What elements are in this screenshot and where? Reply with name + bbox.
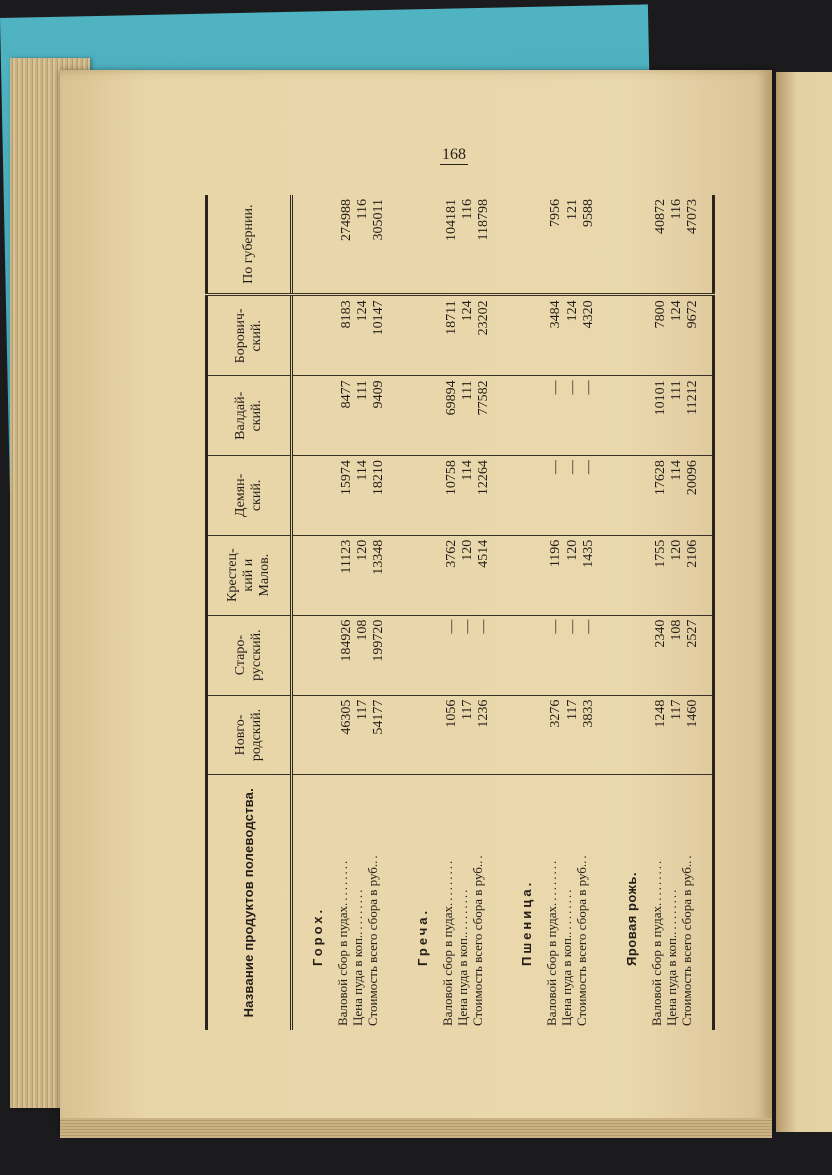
value-price: 108 [669,619,685,641]
row-label-text: Стоимость всего сбора в руб. [364,863,380,1026]
value-cell [398,615,503,695]
rotated-table-wrapper [205,195,715,1030]
value-price: 117 [669,699,685,721]
crop-description-cell [502,775,607,1030]
value-cell [502,695,607,775]
row-label-text: Валовой сбор в пудах [439,905,455,1026]
value-value: 9672 [685,300,701,329]
value-value: 77582 [476,380,491,416]
value-cell [502,295,607,376]
value-gross: — [548,619,564,634]
value-gross: 184926 [339,619,354,662]
value-value: — [580,619,596,634]
value-cell [398,535,503,615]
leader-dots: ......... [334,858,350,906]
row-label-value [366,779,381,1026]
value-price: 117 [355,699,371,721]
row-label-text: Цена пуда в коп. [349,934,365,1026]
value-cell [502,195,607,295]
value-cell [292,456,398,536]
value-cell [607,456,713,536]
row-label-text: Цена пуда в коп. [664,934,680,1026]
value-cell [292,615,398,695]
value-price: 108 [355,619,371,641]
table-row [607,195,713,1030]
value-gross: 3484 [548,300,564,329]
crop-name: Горох. [310,906,325,966]
value-price: 117 [459,699,475,721]
row-label-text: Стоимость всего сбора в руб. [469,863,485,1026]
value-price: 120 [459,539,475,561]
leader-dots: .. [678,853,694,864]
header-novgorod: Новго-родский. [207,695,292,775]
page-bottom-edge [60,1118,772,1138]
value-cell [292,376,398,456]
value-value: 54177 [371,699,387,735]
value-price: — [564,619,580,634]
row-label-value [471,779,486,1026]
row-label-text: Валовой сбор в пудах [334,905,350,1026]
crop-name: Пшеница. [519,879,535,966]
value-price: 124 [459,300,475,322]
value-price: 120 [355,539,371,561]
leader-dots: .. [364,853,380,864]
header-product-name: Название продуктов полеводства. [240,788,256,1018]
value-price: — [459,619,475,634]
value-cell [398,195,503,295]
value-cell [502,376,607,456]
value-cell [607,295,713,376]
row-label-price [351,779,366,1026]
value-price: 124 [564,300,580,322]
value-gross: 15974 [339,460,354,496]
value-value: 18210 [371,460,387,496]
leader-dots: ......... [664,887,680,935]
value-gross: — [548,380,564,395]
value-cell [292,695,398,775]
value-value: 305011 [371,199,387,241]
value-price: 116 [459,199,475,220]
header-demyansk: Демян-ский. [207,456,292,536]
header-row [207,195,292,1030]
value-gross: 69894 [443,380,459,416]
leader-dots: ......... [454,887,470,935]
value-cell [607,535,713,615]
value-value: 2527 [685,619,701,648]
value-cell [607,376,713,456]
value-value: 12264 [476,460,491,496]
row-label-gross [650,779,665,1026]
leader-dots: ......... [649,858,665,906]
value-gross: 2340 [653,619,669,648]
value-price: 116 [669,199,685,220]
value-cell [607,195,713,295]
value-price: 120 [564,539,580,561]
value-value: — [580,460,596,475]
row-label-gross [336,779,351,1026]
value-price: 111 [355,380,371,401]
value-value: 4320 [580,300,596,329]
value-value: 1460 [685,699,701,728]
value-value: 199720 [371,619,387,662]
value-cell [292,195,398,295]
value-gross: 7800 [653,300,669,329]
crop-statistics-table [205,195,715,1030]
value-gross: — [548,460,564,475]
value-value: 9588 [580,199,596,227]
value-value: 47073 [685,199,701,234]
leader-dots: .. [574,853,590,864]
value-value: 20096 [685,460,701,496]
value-gross: 40872 [653,199,669,234]
value-gross: 7956 [548,199,564,227]
value-gross: — [443,619,459,634]
row-label-text: Цена пуда в коп. [454,934,470,1026]
header-staraya-russa: Старо-русский. [207,615,292,695]
row-label-text: Цена пуда в коп. [559,934,575,1026]
value-gross: 3276 [548,699,564,728]
value-price: 121 [564,199,580,220]
value-value: 3833 [580,699,596,728]
value-cell [398,695,503,775]
table-body [292,195,714,1030]
crop-name: Яровая рожь. [624,871,640,966]
value-cell [292,295,398,376]
value-value: 10147 [371,300,387,336]
row-label-price [665,779,680,1026]
crop-description-cell [398,775,503,1030]
crop-description-cell [607,775,713,1030]
row-label-gross [441,779,456,1026]
row-label-text: Валовой сбор в пудах [544,905,560,1026]
crop-description-cell [292,775,398,1030]
page-number: 168 [442,146,466,163]
value-gross: 10101 [653,380,669,416]
value-value: 11212 [685,380,701,415]
table-row [398,195,503,1030]
leader-dots: ......... [439,858,455,906]
value-cell [607,695,713,775]
value-cell [502,456,607,536]
value-cell [292,535,398,615]
leader-dots: ......... [349,887,365,935]
value-gross: 17628 [653,460,669,496]
value-price: 114 [355,460,371,481]
value-value: 4514 [476,539,491,568]
value-value: 118798 [476,199,491,241]
value-gross: 8477 [339,380,354,409]
row-label-value [680,779,695,1026]
value-gross: 11123 [339,539,354,574]
value-value: 13348 [371,539,387,575]
value-price: 111 [459,380,475,401]
value-gross: 1755 [653,539,669,568]
value-price: — [564,380,580,395]
value-gross: 10758 [443,460,459,496]
value-gross: 1056 [443,699,459,728]
value-value: 2106 [685,539,701,568]
value-price: 117 [564,699,580,721]
row-label-text: Стоимость всего сбора в руб. [574,863,590,1026]
row-label-price [456,779,471,1026]
header-borovichi: Борович-ский. [207,295,292,376]
value-cell [398,295,503,376]
value-value: 1236 [476,699,491,728]
value-price: — [564,460,580,475]
value-value: — [580,380,596,395]
leader-dots: ......... [559,887,575,935]
header-gubernia-total: По губернии. [207,195,292,295]
facing-page [776,72,832,1132]
table-row [502,195,607,1030]
value-price: 120 [669,539,685,561]
leader-dots: ......... [544,858,560,906]
value-cell [398,376,503,456]
value-cell [607,615,713,695]
value-price: 114 [669,460,685,481]
value-price: 124 [355,300,371,322]
value-gross: 3762 [443,539,459,568]
value-price: 124 [669,300,685,322]
value-value: 9409 [371,380,387,409]
value-value: 1435 [580,539,596,568]
value-price: 116 [355,199,371,220]
value-cell [398,456,503,536]
leader-dots: .. [469,853,485,864]
row-label-text: Стоимость всего сбора в руб. [678,863,694,1026]
table-row [292,195,398,1030]
crop-name: Греча. [414,907,430,966]
row-label-gross [545,779,560,1026]
row-label-value [575,779,590,1026]
row-label-price [560,779,575,1026]
value-gross: 18711 [443,300,459,335]
value-gross: 1196 [548,539,564,568]
value-gross: 104181 [443,199,459,241]
value-price: 114 [459,460,475,481]
value-gross: 1248 [653,699,669,728]
row-label-text: Валовой сбор в пудах [649,905,665,1026]
value-cell [502,535,607,615]
value-gross: 46305 [339,699,354,735]
value-gross: 8183 [339,300,354,329]
value-gross: 274988 [339,199,354,241]
value-value: 23202 [476,300,491,336]
header-valdai: Валдай-ский. [207,376,292,456]
value-price: 111 [669,380,685,401]
value-cell [502,615,607,695]
value-value: — [476,619,491,634]
header-krestsy-malov: Крестец-кий и Малов. [207,535,292,615]
